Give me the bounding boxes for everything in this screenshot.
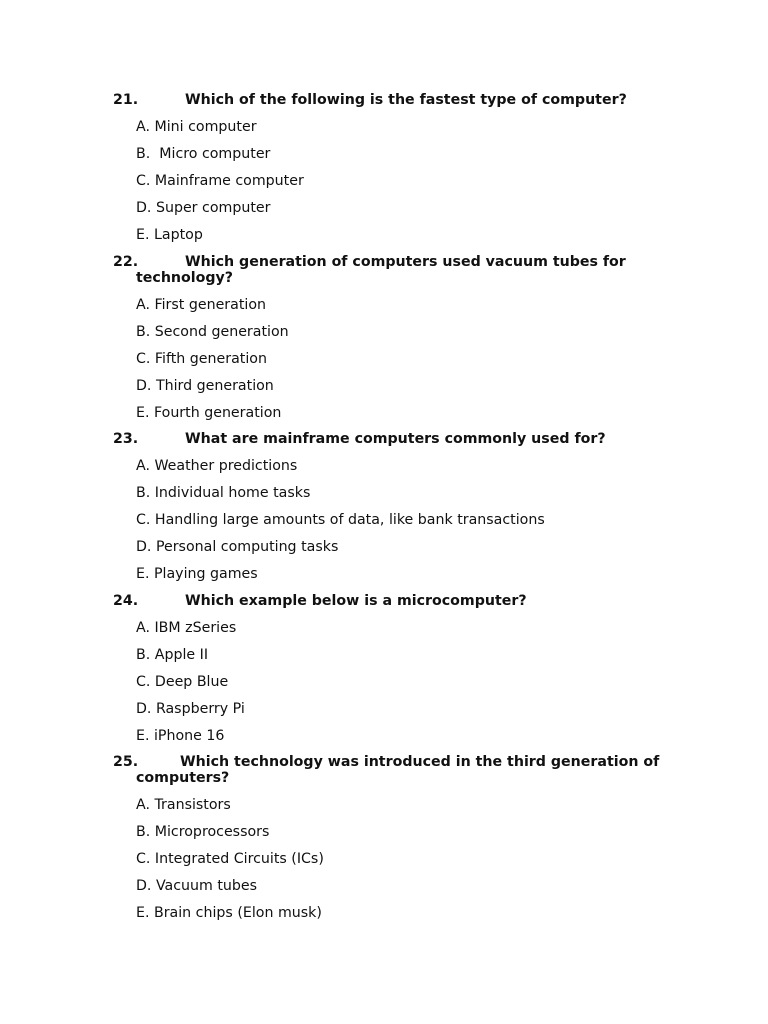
- answer-option: A. Mini computer: [136, 119, 257, 135]
- question-number: 24.: [113, 593, 139, 609]
- answer-option: A. IBM zSeries: [136, 620, 237, 636]
- answer-option: B. Second generation: [136, 324, 289, 340]
- question-25: [113, 754, 673, 786]
- question-23: [113, 431, 673, 447]
- question-text: Which example below is a microcomputer?: [185, 593, 527, 609]
- question-22: [113, 254, 673, 286]
- answer-option: C. Handling large amounts of data, like bank transactions: [136, 512, 545, 528]
- question-21: [113, 92, 673, 108]
- question-text: Which of the following is the fastest type of computer?: [185, 92, 627, 108]
- answer-option: D. Super computer: [136, 200, 271, 216]
- answer-option: A. First generation: [136, 297, 267, 313]
- answer-option: E. Fourth generation: [136, 405, 282, 421]
- question-24: [113, 593, 673, 609]
- answer-option: C. Deep Blue: [136, 674, 229, 690]
- answer-option: E. Playing games: [136, 566, 258, 582]
- answer-option: C. Mainframe computer: [136, 173, 304, 189]
- answer-option: B. Apple II: [136, 647, 209, 663]
- answer-option: E. Laptop: [136, 227, 203, 243]
- answer-option: C. Integrated Circuits (ICs): [136, 851, 324, 867]
- answer-option: A. Transistors: [136, 797, 231, 813]
- answer-option: D. Vacuum tubes: [136, 878, 258, 894]
- answer-option: D. Personal computing tasks: [136, 539, 339, 555]
- question-number: 25.: [113, 754, 139, 770]
- question-text-continued: technology?: [136, 270, 234, 286]
- answer-option: A. Weather predictions: [136, 458, 298, 474]
- answer-option: D. Third generation: [136, 378, 274, 394]
- answer-option: C. Fifth generation: [136, 351, 267, 367]
- answer-option: E. Brain chips (Elon musk): [136, 905, 322, 921]
- question-text: Which technology was introduced in the third generation of: [180, 754, 660, 770]
- answer-option: B. Micro computer: [136, 146, 271, 162]
- question-number: 23.: [113, 431, 139, 447]
- question-text: Which generation of computers used vacuum tubes for: [185, 254, 626, 270]
- answer-option: B. Individual home tasks: [136, 485, 311, 501]
- answer-option: D. Raspberry Pi: [136, 701, 245, 717]
- question-text-continued: computers?: [136, 770, 230, 786]
- question-text: What are mainframe computers commonly used for?: [185, 431, 606, 447]
- question-number: 22.: [113, 254, 139, 270]
- question-number: 21.: [113, 92, 139, 108]
- answer-option: B. Microprocessors: [136, 824, 270, 840]
- answer-option: E. iPhone 16: [136, 728, 225, 744]
